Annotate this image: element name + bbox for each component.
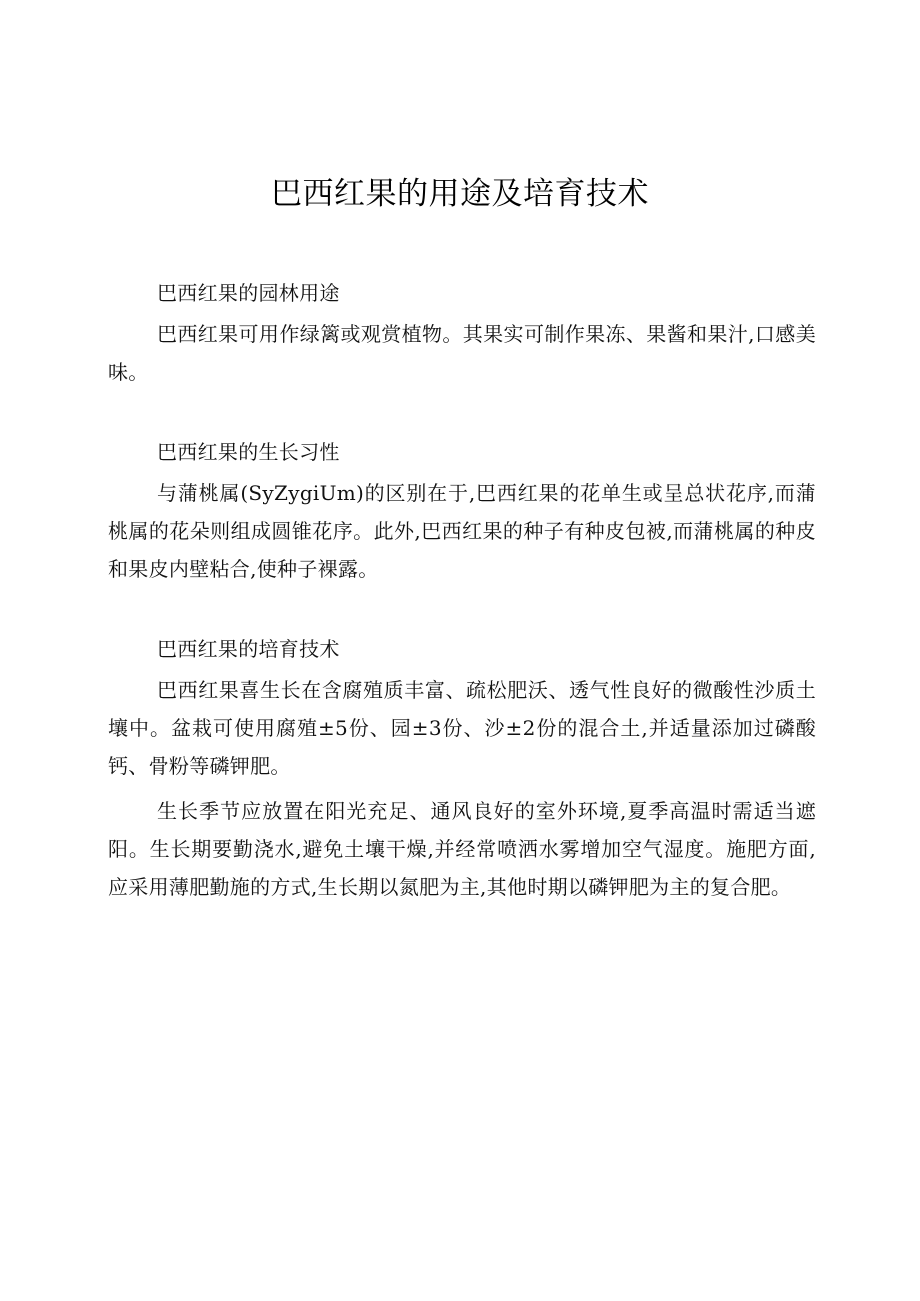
section-heading: 巴西红果的培育技术 <box>157 637 340 661</box>
section-landscape-use <box>108 274 816 391</box>
document-body <box>108 274 816 906</box>
section-growth-habit <box>108 433 816 588</box>
section-paragraph: 巴西红果喜生长在含腐殖质丰富、疏松肥沃、透气性良好的微酸性沙质土壤中。盆栽可使用腐殖±5份、园±3份、沙±2份的混合土,并适量添加过磷酸钙、骨粉等磷钾肥。 <box>108 678 816 778</box>
section-paragraph: 巴西红果可用作绿篱或观赏植物。其果实可制作果冻、果酱和果汁,口感美味。 <box>108 322 816 384</box>
section-heading: 巴西红果的生长习性 <box>157 440 340 464</box>
section-heading: 巴西红果的园林用途 <box>157 281 340 305</box>
document-title: 巴西红果的用途及培育技术 <box>271 176 649 212</box>
section-paragraph: 生长季节应放置在阳光充足、通风良好的室外环境,夏季高温时需适当遮阳。生长期要勤浇水,避免土壤干燥,并经常喷洒水雾增加空气湿度。施肥方面,应采用薄肥勤施的方式,生长期以氮肥为主,其他时期以磷钾肥为主的复合肥。 <box>108 799 816 899</box>
section-cultivation <box>108 630 816 906</box>
section-paragraph: 与蒲桃属(SyZygiUm)的区别在于,巴西红果的花单生或呈总状花序,而蒲桃属的花朵则组成圆锥花序。此外,巴西红果的种子有种皮包被,而蒲桃属的种皮和果皮内壁粘合,使种子裸露。 <box>108 481 816 581</box>
